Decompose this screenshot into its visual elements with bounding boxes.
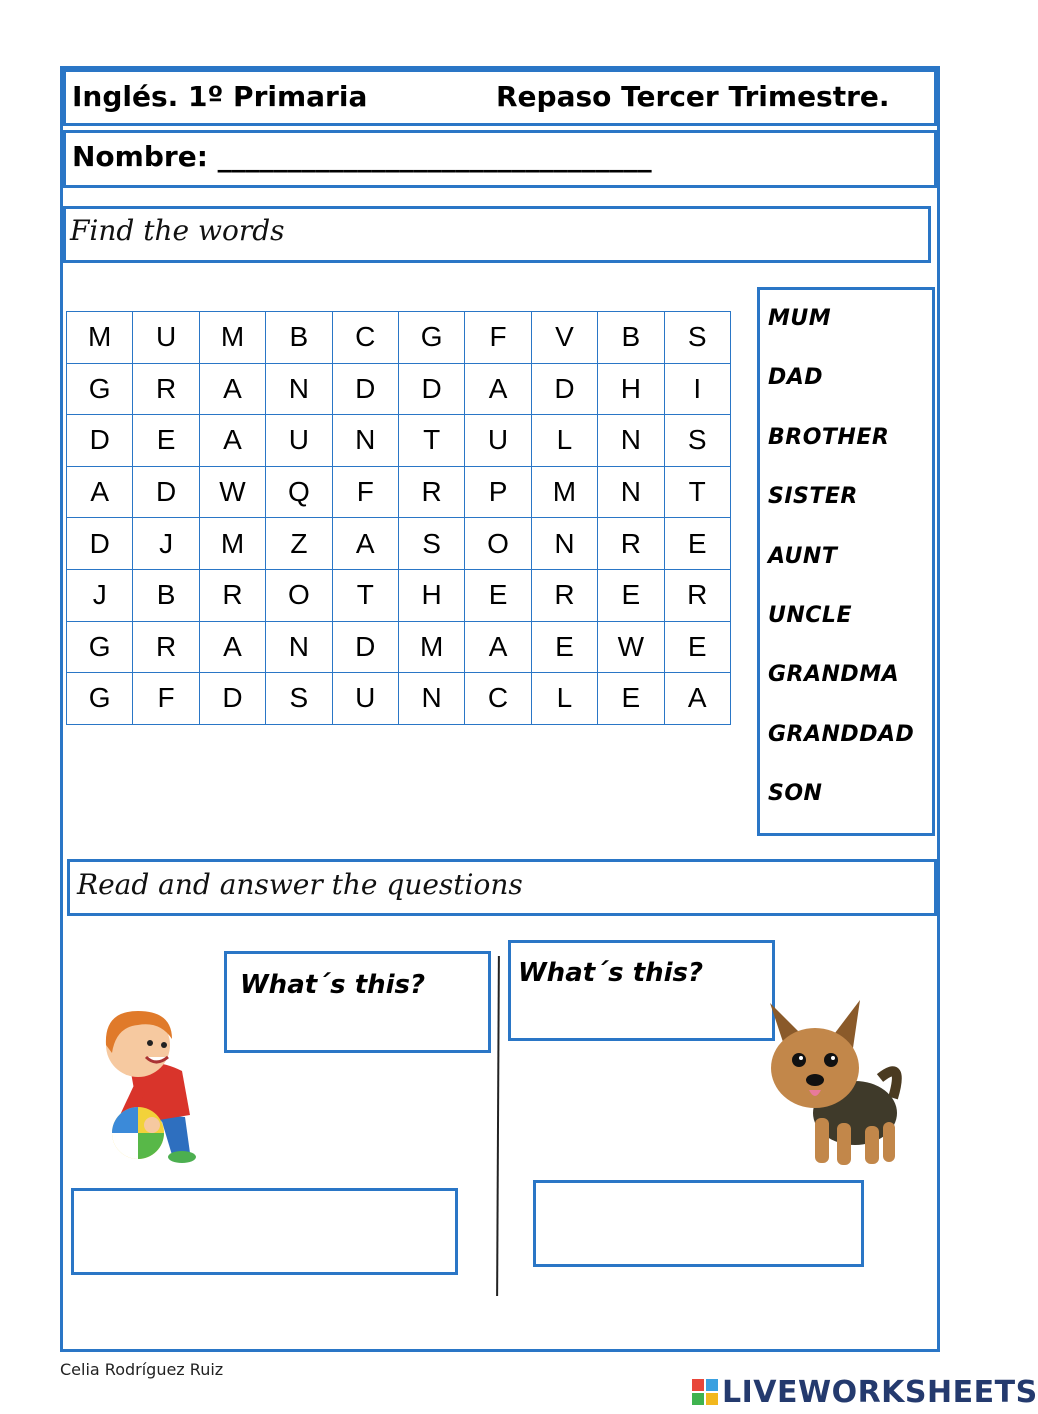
boy-with-ball-image — [90, 1005, 210, 1170]
word-item: GRANDMA — [768, 662, 900, 687]
grid-cell: N — [266, 363, 332, 415]
grid-cell: A — [199, 415, 265, 467]
author-credit: Celia Rodríguez Ruiz — [60, 1360, 224, 1379]
grid-cell: A — [465, 621, 531, 673]
word-item: AUNT — [768, 544, 838, 569]
grid-row — [67, 363, 731, 415]
grid-cell: R — [664, 569, 730, 621]
grid-cell: Q — [266, 466, 332, 518]
grid-cell: M — [199, 312, 265, 364]
grid-cell: C — [465, 673, 531, 725]
grid-cell: T — [398, 415, 464, 467]
grid-cell: I — [664, 363, 730, 415]
grid-cell: U — [465, 415, 531, 467]
grid-cell: B — [266, 312, 332, 364]
grid-cell: D — [332, 363, 398, 415]
grid-cell: E — [598, 569, 664, 621]
grid-cell: J — [133, 518, 199, 570]
grid-cell: B — [598, 312, 664, 364]
question-box-left — [224, 951, 491, 1053]
header-title: Repaso Tercer Trimestre. — [496, 80, 890, 113]
grid-cell: L — [531, 415, 597, 467]
grid-cell: O — [465, 518, 531, 570]
grid-cell: R — [133, 621, 199, 673]
grid-cell: G — [398, 312, 464, 364]
grid-cell: D — [199, 673, 265, 725]
grid-cell: A — [67, 466, 133, 518]
grid-cell: D — [332, 621, 398, 673]
grid-cell: E — [664, 518, 730, 570]
grid-cell: B — [133, 569, 199, 621]
word-item: SON — [768, 781, 823, 806]
grid-cell: F — [332, 466, 398, 518]
grid-cell: A — [199, 363, 265, 415]
grid-cell: E — [531, 621, 597, 673]
grid-cell: U — [266, 415, 332, 467]
grid-cell: N — [332, 415, 398, 467]
question-box-right — [508, 940, 775, 1041]
question-left-text: What´s this? — [240, 970, 426, 1000]
grid-cell: N — [598, 466, 664, 518]
grid-cell: M — [398, 621, 464, 673]
liveworksheets-logo — [692, 1375, 1038, 1409]
grid-cell: S — [664, 312, 730, 364]
grid-cell: G — [67, 673, 133, 725]
grid-cell: N — [598, 415, 664, 467]
word-search-grid — [66, 311, 731, 725]
grid-cell: A — [664, 673, 730, 725]
answer-box-right[interactable] — [533, 1180, 864, 1267]
grid-cell: H — [398, 569, 464, 621]
liveworksheets-logo-icon — [692, 1379, 718, 1405]
grid-cell: W — [199, 466, 265, 518]
grid-cell: C — [332, 312, 398, 364]
grid-cell: P — [465, 466, 531, 518]
word-item: DAD — [768, 365, 824, 390]
grid-cell: A — [332, 518, 398, 570]
dog-image — [765, 998, 910, 1173]
grid-cell: M — [199, 518, 265, 570]
grid-cell: M — [531, 466, 597, 518]
grid-cell: G — [67, 621, 133, 673]
grid-cell: D — [531, 363, 597, 415]
grid-cell: M — [67, 312, 133, 364]
grid-cell: R — [398, 466, 464, 518]
grid-cell: L — [531, 673, 597, 725]
grid-cell: R — [133, 363, 199, 415]
grid-cell: O — [266, 569, 332, 621]
section-read-answer-title: Read and answer the questions — [77, 868, 523, 901]
grid-cell: S — [266, 673, 332, 725]
word-item: UNCLE — [768, 603, 852, 628]
name-label: Nombre: _______________________________ — [72, 140, 652, 173]
grid-cell: E — [598, 673, 664, 725]
section-find-words-title: Find the words — [70, 214, 285, 247]
grid-row — [67, 312, 731, 364]
grid-cell: D — [67, 518, 133, 570]
grid-cell: D — [398, 363, 464, 415]
question-right-text: What´s this? — [518, 958, 704, 988]
word-item: SISTER — [768, 484, 858, 509]
header-subject: Inglés. 1º Primaria — [72, 80, 368, 113]
liveworksheets-brand: LIVEWORKSHEETS — [722, 1374, 1038, 1410]
grid-cell: A — [465, 363, 531, 415]
grid-row — [67, 415, 731, 467]
grid-cell: R — [199, 569, 265, 621]
grid-cell: N — [531, 518, 597, 570]
word-item: MUM — [768, 306, 832, 331]
grid-cell: S — [398, 518, 464, 570]
grid-cell: A — [199, 621, 265, 673]
grid-cell: N — [398, 673, 464, 725]
answer-box-left[interactable] — [71, 1188, 458, 1275]
grid-cell: W — [598, 621, 664, 673]
grid-cell: E — [133, 415, 199, 467]
grid-cell: D — [67, 415, 133, 467]
grid-cell: T — [664, 466, 730, 518]
grid-row — [67, 466, 731, 518]
grid-cell: H — [598, 363, 664, 415]
grid-cell: J — [67, 569, 133, 621]
grid-row — [67, 673, 731, 725]
word-list — [757, 287, 935, 836]
grid-cell: E — [664, 621, 730, 673]
grid-cell: G — [67, 363, 133, 415]
grid-cell: D — [133, 466, 199, 518]
grid-cell: N — [266, 621, 332, 673]
grid-cell: Z — [266, 518, 332, 570]
grid-row — [67, 569, 731, 621]
grid-cell: R — [598, 518, 664, 570]
grid-cell: S — [664, 415, 730, 467]
grid-cell: U — [332, 673, 398, 725]
word-item: BROTHER — [768, 425, 890, 450]
grid-cell: F — [465, 312, 531, 364]
grid-cell: F — [133, 673, 199, 725]
word-item: GRANDDAD — [768, 722, 915, 747]
grid-cell: R — [531, 569, 597, 621]
grid-row — [67, 621, 731, 673]
grid-cell: V — [531, 312, 597, 364]
grid-row — [67, 518, 731, 570]
grid-cell: E — [465, 569, 531, 621]
grid-cell: U — [133, 312, 199, 364]
grid-cell: T — [332, 569, 398, 621]
